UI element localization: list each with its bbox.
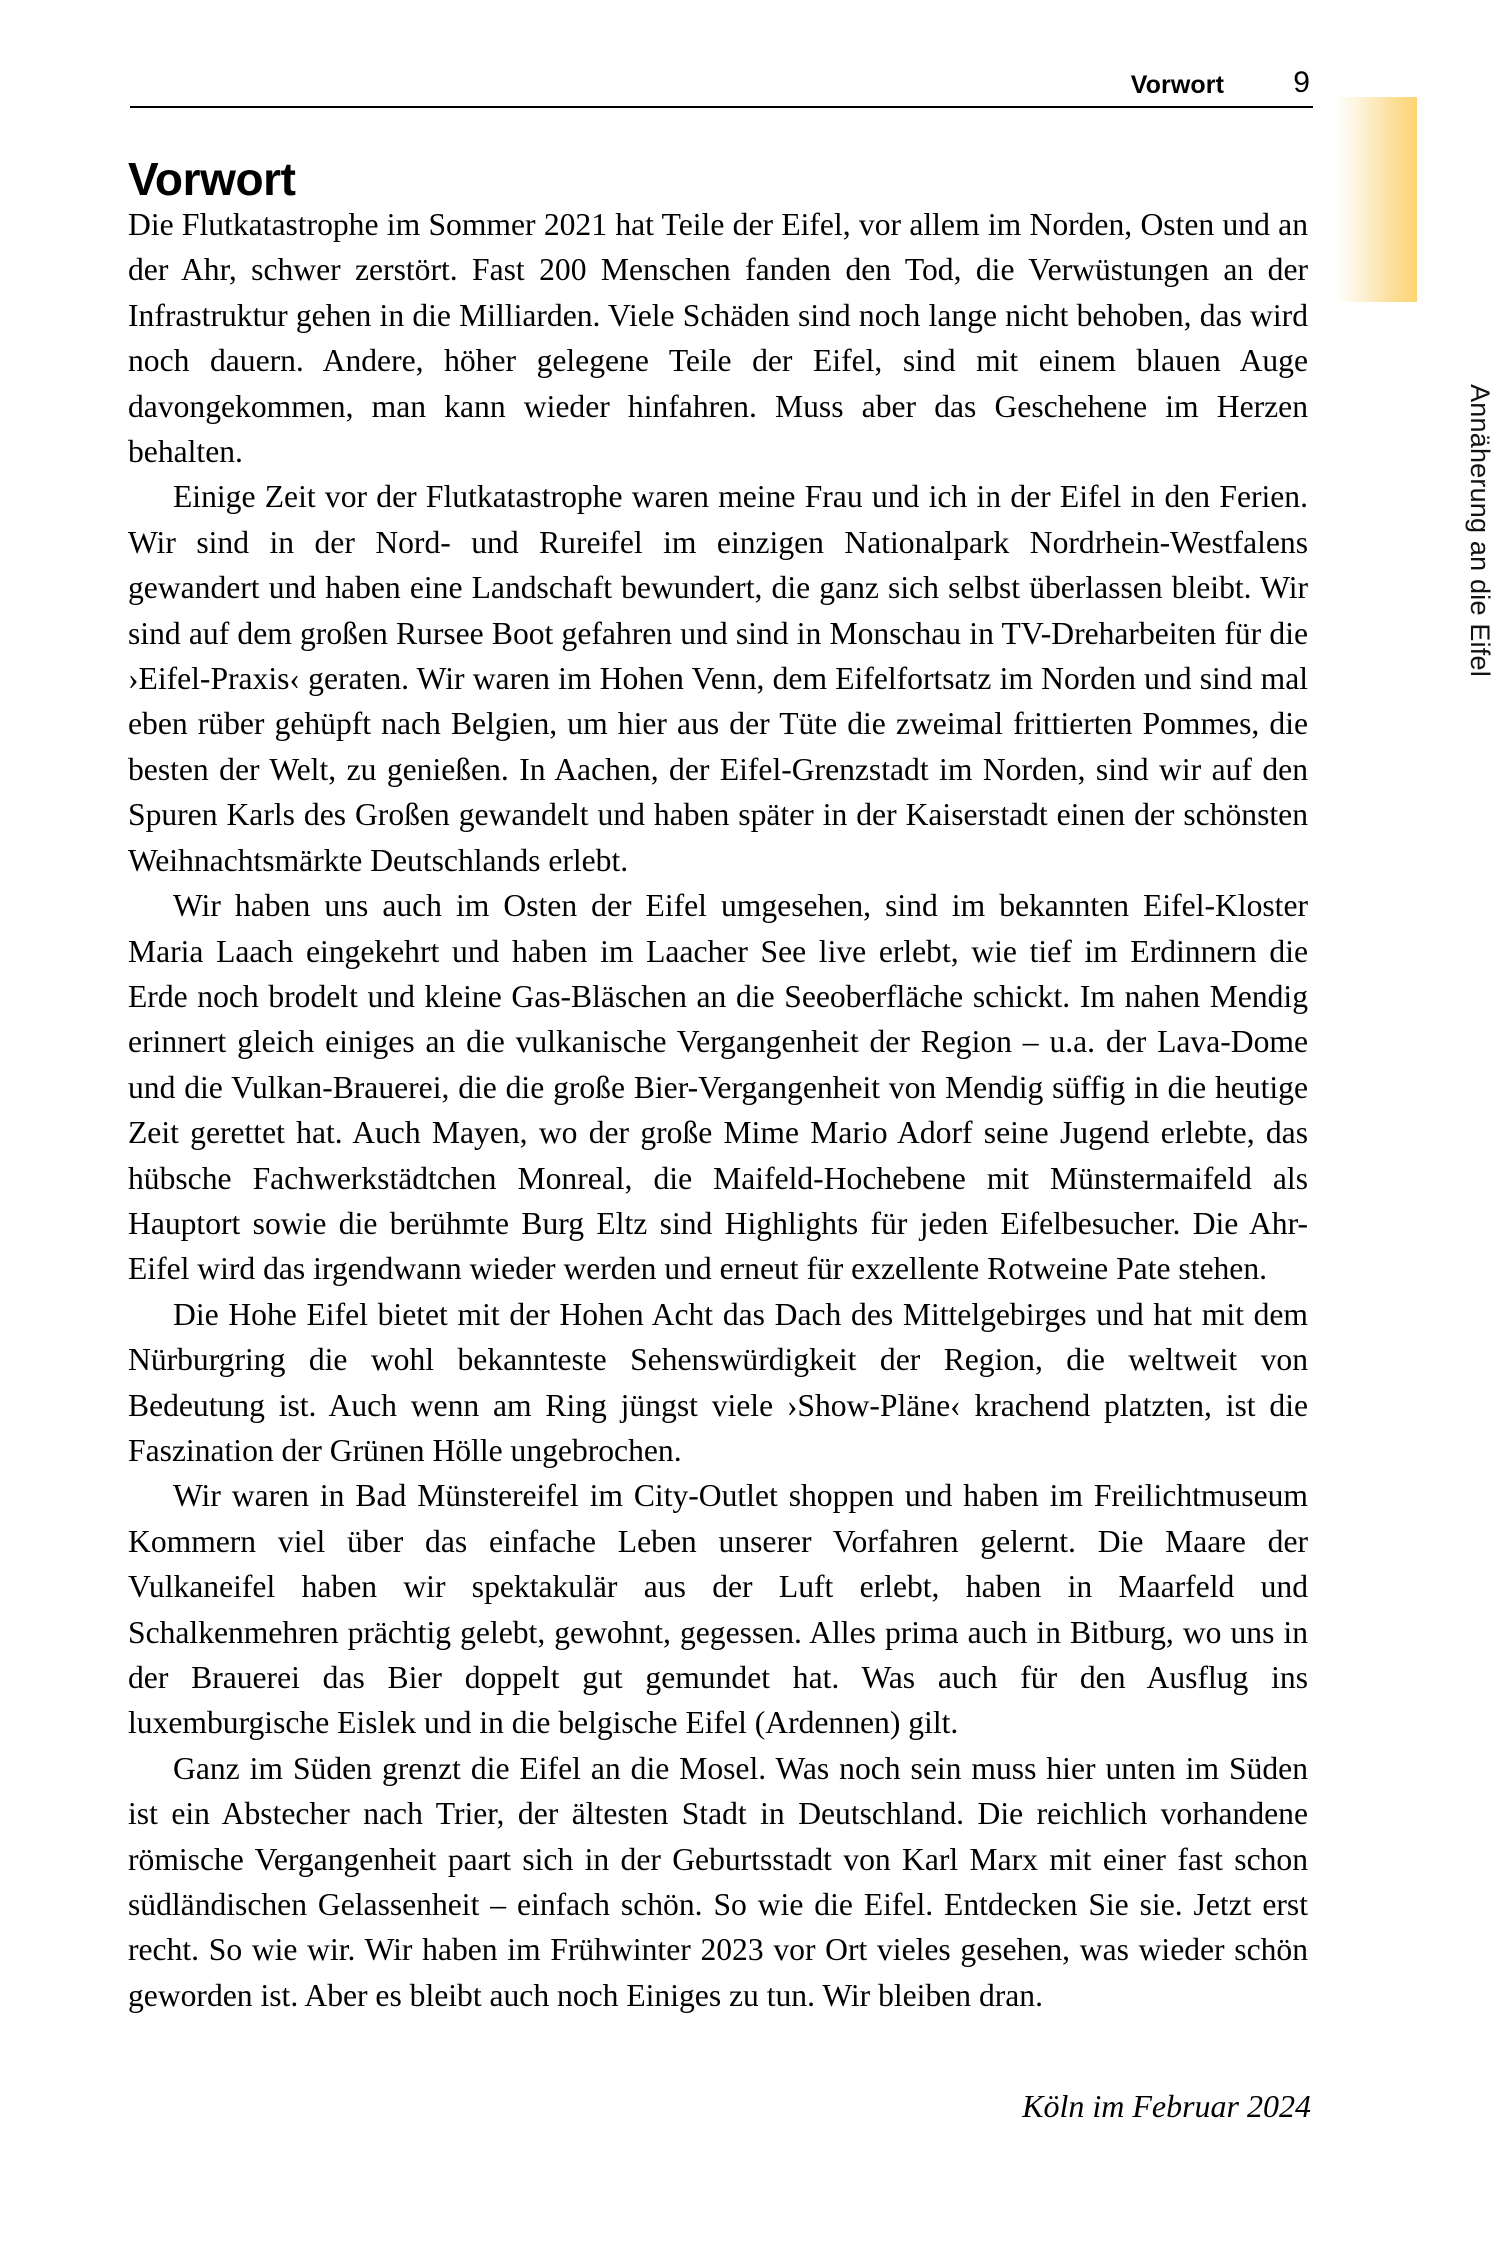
body-paragraph: Einige Zeit vor der Flutkatastrophe waren meine Frau und ich in der Eifel in den Ferien. Wir sind in der Nord- und Rureifel im einzigen Nationalpark Nordrhein-Westfalens gewandert und haben eine Landschaft bewundert, die ganz sich selbst überlassen bleibt. Wir sind auf dem großen Rursee Boot gefahren und sind in Monschau in TV-Dreharbeiten für die ›Eifel-Praxis‹ geraten. Wir waren im Hohen Venn, dem Eifelfortsatz im Norden und sind mal eben rüber gehüpft nach Belgien, um hier aus der Tüte die zweimal frittierten Pommes, die besten der Welt, zu genießen. In Aachen, der Eifel-Grenzstadt im Norden, sind wir auf den Spuren Karls des Großen gewandelt und haben später in der Kaiserstadt einen der schönsten Weihnachtsmärkte Deutschlands erlebt. — [128, 479, 1308, 878]
running-header — [130, 56, 1310, 100]
page-number: 9 — [1293, 66, 1310, 99]
body-text-column — [128, 202, 1308, 2018]
body-paragraph: Die Hohe Eifel bietet mit der Hohen Acht das Dach des Mittelgebirges und hat mit dem Nürburgring die wohl bekannteste Sehenswürdigkeit der Region, die weltweit von Bedeutung ist. Auch wenn am Ring jüngst viele ›Show-Pläne‹ krachend platzten, ist die Faszination der Grünen Hölle ungebrochen. — [128, 1296, 1308, 1468]
body-paragraph: Wir waren in Bad Münstereifel im City-Outlet shoppen und haben im Freilichtmuseum Kommern viel über das einfache Leben unserer Vorfahren gelernt. Die Maare der Vulkaneifel haben wir spektakulär aus der Luft erlebt, haben in Maarfeld und Schalkenmehren prächtig gelebt, gewohnt, gegessen. Alles prima auch in Bitburg, wo uns in der Brauerei das Bier doppelt gut gemundet hat. Was auch für den Ausflug ins luxemburgische Eislek und in die belgische Eifel (Ardennen) gilt. — [128, 1478, 1308, 1741]
signature-line: Köln im Februar 2024 — [1022, 2088, 1311, 2124]
body-paragraph: Ganz im Süden grenzt die Eifel an die Mosel. Was noch sein muss hier unten im Süden ist ein Abstecher nach Trier, der ältesten Stadt in Deutschland. Die reichlich vorhandene römische Vergangenheit paart sich in der Geburtsstadt von Karl Marx mit einer fast schon südländischen Gelassenheit – einfach schön. So wie die Eifel. Entdecken Sie sie. Jetzt erst recht. So wie wir. Wir haben im Frühwinter 2023 vor Ort vieles gesehen, was wieder schön geworden ist. Aber es bleibt auch noch Einiges zu tun. Wir bleiben dran. — [128, 1750, 1308, 2013]
header-divider-rule — [130, 106, 1313, 108]
thumb-index-gradient-block — [1335, 97, 1417, 302]
body-paragraph: Wir haben uns auch im Osten der Eifel umgesehen, sind im bekannten Eifel-Kloster Maria Laach eingekehrt und haben im Laacher See live erlebt, wie tief im Erdinnern die Erde noch brodelt und kleine Gas-Bläschen an die Seeoberfläche schickt. Im nahen Mendig erinnert gleich einiges an die vulkanische Vergangenheit der Region – u.a. der Lava-Dome und die Vulkan-Brauerei, die die große Bier-Vergangenheit von Mendig süffig in die heutige Zeit gerettet hat. Auch Mayen, wo der große Mime Mario Adorf seine Jugend erlebte, das hübsche Fachwerkstädtchen Monreal, die Maifeld-Hochebene mit Münstermaifeld als Hauptort sowie die berühmte Burg Eltz sind Highlights für jeden Eifelbesucher. Die Ahr-Eifel wird das irgendwann wieder werden und erneut für exzellente Rotweine Pate stehen. — [128, 888, 1308, 1287]
thumb-index-tab — [1333, 300, 1495, 760]
running-header-title: Vorwort — [1130, 71, 1224, 99]
thumb-index-label: Annäherung an die Eifel — [1464, 383, 1495, 677]
body-paragraph: Die Flutkatastrophe im Sommer 2021 hat Teile der Eifel, vor allem im Norden, Osten und an der Ahr, schwer zerstört. Fast 200 Menschen fanden den Tod, die Verwüstungen an der Infrastruktur gehen in die Milliarden. Viele Schäden sind noch lange nicht behoben, das wird noch dauern. Andere, höher gelegene Teile der Eifel, sind mit einem blauen Auge davongekommen, man kann wieder hinfahren. Muss aber das Geschehene im Herzen behalten. — [128, 207, 1308, 470]
page-title: Vorwort — [128, 152, 296, 205]
